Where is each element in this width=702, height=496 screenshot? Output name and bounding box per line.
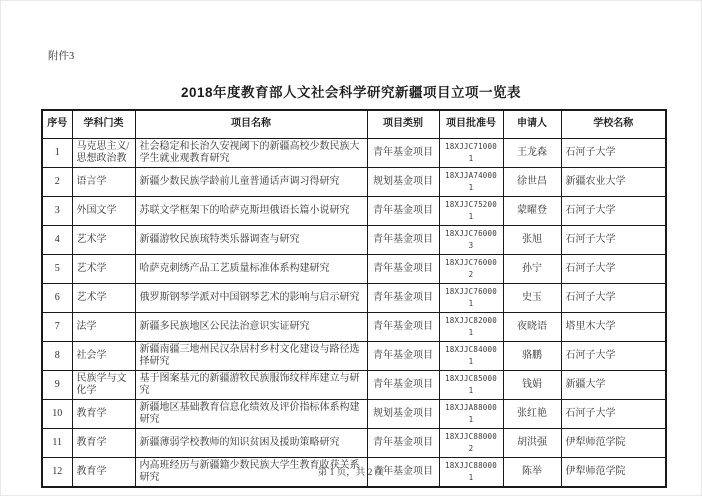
- cell-index: 4: [42, 225, 72, 254]
- cell-category: 规划基金项目: [367, 399, 439, 428]
- cell-project-name: 新疆薄弱学校教师的知识贫困及援助策略研究: [135, 428, 367, 457]
- cell-school: 石河子大学: [561, 196, 666, 225]
- cell-school: 新疆大学: [561, 370, 666, 399]
- cell-applicant: 陈举: [503, 457, 561, 487]
- cell-index: 3: [42, 196, 72, 225]
- table-row: [42, 138, 666, 167]
- cell-approval-no: 18XJJC760003: [439, 225, 503, 254]
- cell-applicant: 史玉: [503, 283, 561, 312]
- cell-category: 青年基金项目: [367, 370, 439, 399]
- table-row: [42, 283, 666, 312]
- cell-discipline: 艺术学: [72, 254, 135, 283]
- cell-applicant: 骆鹏: [503, 341, 561, 370]
- cell-approval-no: 18XJJA880001: [439, 399, 503, 428]
- cell-applicant: 夜晓语: [503, 312, 561, 341]
- cell-index: 11: [42, 428, 72, 457]
- cell-discipline: 艺术学: [72, 225, 135, 254]
- cell-project-name: 新疆地区基础教育信息化绩效及评价指标体系构建研究: [135, 399, 367, 428]
- cell-index: 1: [42, 138, 72, 167]
- cell-applicant: 钱娟: [503, 370, 561, 399]
- cell-index: 12: [42, 457, 72, 487]
- cell-project-name: 社会稳定和长治久安视阈下的新疆高校少数民族大学生就业观教育研究: [135, 138, 367, 167]
- cell-project-name: 新疆少数民族学龄前儿童普通话声调习得研究: [135, 167, 367, 196]
- cell-project-name: 内高班经历与新疆籍少数民族大学生教育收获关系研究: [135, 457, 367, 487]
- cell-applicant: 蒙曜登: [503, 196, 561, 225]
- table-row: [42, 196, 666, 225]
- column-header-project-name: 项目名称: [135, 110, 367, 138]
- cell-project-name: 苏联文学框架下的哈萨克斯坦俄语长篇小说研究: [135, 196, 367, 225]
- cell-category: 青年基金项目: [367, 312, 439, 341]
- cell-approval-no: 18XJJC760001: [439, 283, 503, 312]
- cell-applicant: 张旭: [503, 225, 561, 254]
- header-row: [42, 110, 666, 138]
- cell-discipline: 法学: [72, 312, 135, 341]
- cell-discipline: 艺术学: [72, 283, 135, 312]
- cell-category: 青年基金项目: [367, 138, 439, 167]
- cell-approval-no: 18XJJC880001: [439, 457, 503, 487]
- table-row: [42, 370, 666, 399]
- cell-category: 青年基金项目: [367, 283, 439, 312]
- cell-approval-no: 18XJJC820001: [439, 312, 503, 341]
- cell-category: 青年基金项目: [367, 341, 439, 370]
- page-title: 2018年度教育部人文社会科学研究新疆项目立项一览表: [180, 85, 522, 100]
- cell-index: 7: [42, 312, 72, 341]
- cell-index: 5: [42, 254, 72, 283]
- cell-discipline: 教育学: [72, 399, 135, 428]
- cell-discipline: 民族学与文化学: [72, 370, 135, 399]
- table-row: [42, 399, 666, 428]
- attachment-label: 附件3: [48, 51, 75, 62]
- cell-approval-no: 18XJJC850001: [439, 370, 503, 399]
- cell-project-name: 新疆多民族地区公民法治意识实证研究: [135, 312, 367, 341]
- cell-index: 6: [42, 283, 72, 312]
- table-row: [42, 312, 666, 341]
- cell-index: 2: [42, 167, 72, 196]
- cell-approval-no: 18XJJC880002: [439, 428, 503, 457]
- column-header-applicant: 申请人: [503, 110, 561, 138]
- page-footer: 第 1 页，共 2 页: [317, 468, 385, 478]
- cell-category: 青年基金项目: [367, 196, 439, 225]
- cell-approval-no: 18XJJC710001: [439, 138, 503, 167]
- cell-applicant: 张红艳: [503, 399, 561, 428]
- cell-school: 伊犁师范学院: [561, 428, 666, 457]
- cell-discipline: 外国文学: [72, 196, 135, 225]
- cell-school: 伊犁师范学院: [561, 457, 666, 487]
- cell-school: 石河子大学: [561, 225, 666, 254]
- column-header-school: 学校名称: [561, 110, 666, 138]
- table-row: [42, 254, 666, 283]
- table-row: [42, 341, 666, 370]
- cell-applicant: 胡洪强: [503, 428, 561, 457]
- cell-category: 规划基金项目: [367, 167, 439, 196]
- cell-index: 9: [42, 370, 72, 399]
- cell-school: 石河子大学: [561, 341, 666, 370]
- column-header-discipline: 学科门类: [72, 110, 135, 138]
- cell-discipline: 社会学: [72, 341, 135, 370]
- cell-project-name: 哈萨克刺绣产品工艺质量标准体系构建研究: [135, 254, 367, 283]
- cell-project-name: 新疆南疆三地州民汉杂居村乡村文化建设与路径选择研究: [135, 341, 367, 370]
- cell-school: 石河子大学: [561, 138, 666, 167]
- cell-discipline: 教育学: [72, 428, 135, 457]
- cell-category: 青年基金项目: [367, 225, 439, 254]
- cell-school: 塔里木大学: [561, 312, 666, 341]
- cell-discipline: 马克思主义/思想政治教: [72, 138, 135, 167]
- cell-index: 8: [42, 341, 72, 370]
- cell-school: 石河子大学: [561, 254, 666, 283]
- cell-index: 10: [42, 399, 72, 428]
- column-header-approval-no: 项目批准号: [439, 110, 503, 138]
- cell-approval-no: 18XJJC752001: [439, 196, 503, 225]
- cell-applicant: 孙宁: [503, 254, 561, 283]
- table-row: [42, 428, 666, 457]
- cell-category: 青年基金项目: [367, 254, 439, 283]
- cell-project-name: 基于图案基元的新疆游牧民族服饰纹样库建立与研究: [135, 370, 367, 399]
- cell-school: 新疆农业大学: [561, 167, 666, 196]
- table-body: [42, 138, 666, 487]
- projects-table: [41, 109, 667, 488]
- cell-approval-no: 18XJJA740001: [439, 167, 503, 196]
- table-row: [42, 167, 666, 196]
- cell-applicant: 王龙森: [503, 138, 561, 167]
- cell-approval-no: 18XJJC840001: [439, 341, 503, 370]
- column-header-index: 序号: [42, 110, 72, 138]
- table-row: [42, 225, 666, 254]
- cell-project-name: 新疆游牧民族琉特类乐器调查与研究: [135, 225, 367, 254]
- cell-school: 石河子大学: [561, 399, 666, 428]
- cell-project-name: 俄罗斯钢琴学派对中国钢琴艺术的影响与启示研究: [135, 283, 367, 312]
- column-header-category: 项目类别: [367, 110, 439, 138]
- cell-discipline: 语言学: [72, 167, 135, 196]
- cell-applicant: 徐世昌: [503, 167, 561, 196]
- cell-category: 青年基金项目: [367, 428, 439, 457]
- cell-approval-no: 18XJJC760002: [439, 254, 503, 283]
- cell-school: 石河子大学: [561, 283, 666, 312]
- cell-category: 青年基金项目: [367, 457, 439, 487]
- cell-discipline: 教育学: [72, 457, 135, 487]
